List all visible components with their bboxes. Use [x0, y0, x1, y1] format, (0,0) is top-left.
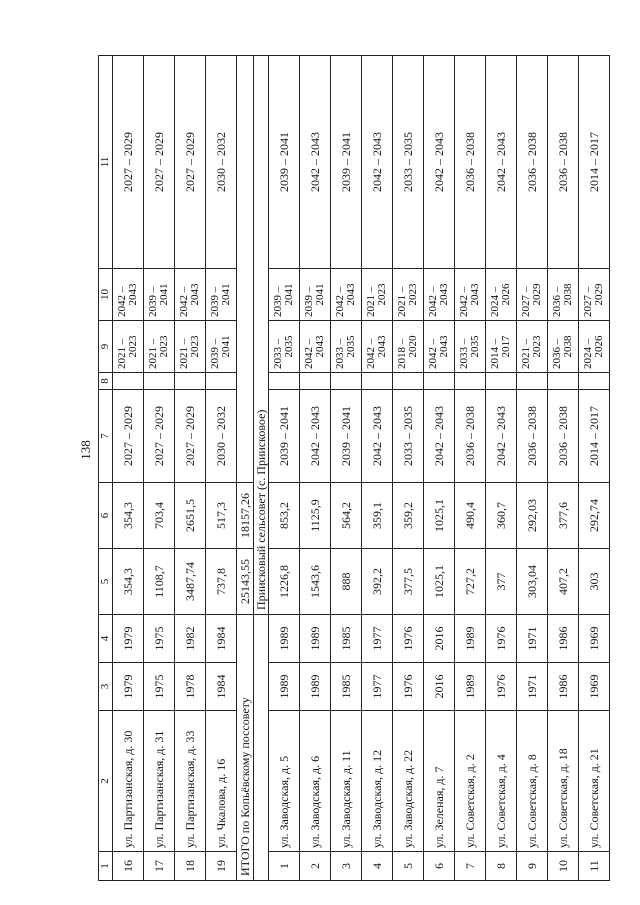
total-row	[237, 56, 254, 881]
repair-period-cell: 2036 – 2038	[517, 390, 548, 483]
period-10-cell-end: 2038	[562, 283, 574, 306]
period-10-cell	[517, 269, 548, 321]
living-area-sum-cell: 18157,26	[237, 483, 254, 549]
period-10-cell-start: 2042 –	[116, 286, 128, 317]
address-cell: ул. Партизанская, д. 33	[175, 711, 206, 852]
living-area-cell: 564,2	[331, 483, 362, 549]
period-11-cell: 2027 – 2029	[175, 56, 206, 269]
table-row	[424, 56, 455, 881]
total-area-cell: 1108,7	[144, 549, 175, 615]
period-11-cell: 2030 – 2032	[206, 56, 237, 269]
address-cell: ул. Советская, д. 8	[517, 711, 548, 852]
repair-period-cell: 2036 – 2038	[455, 390, 486, 483]
period-10-cell	[486, 269, 517, 321]
year-commissioned-cell: 1989	[269, 615, 300, 663]
period-11-cell: 2033 – 2035	[393, 56, 424, 269]
period-11-cell: 2027 – 2029	[113, 56, 144, 269]
row-number-cell: 10	[548, 852, 579, 881]
total-area-cell: 407,2	[548, 549, 579, 615]
year-commissioned-cell: 1977	[362, 615, 393, 663]
period-10-cell-start: 2039 –	[147, 286, 159, 317]
period-10-cell-end: 2043	[345, 283, 357, 306]
period-10-cell	[393, 269, 424, 321]
section-row	[254, 56, 269, 881]
year-commissioned-cell: 1976	[393, 615, 424, 663]
year-built-cell: 1977	[362, 663, 393, 711]
year-built-cell: 1986	[548, 663, 579, 711]
row-number-cell: 17	[144, 852, 175, 881]
year-built-cell: 1975	[144, 663, 175, 711]
year-commissioned-cell: 1989	[300, 615, 331, 663]
period-10-cell-end: 2029	[531, 283, 543, 306]
header-cell: 7	[99, 390, 113, 483]
period-9-cell	[331, 321, 362, 373]
living-area-cell: 292,74	[579, 483, 610, 549]
period-9-cell-start: 2021 –	[178, 338, 190, 369]
period-10-cell-end: 2023	[376, 283, 388, 306]
period-9-cell	[362, 321, 393, 373]
header-cell: 4	[99, 615, 113, 663]
living-area-cell: 2651,5	[175, 483, 206, 549]
living-area-cell: 359,2	[393, 483, 424, 549]
total-area-cell: 377	[486, 549, 517, 615]
address-cell: ул. Советская, д. 18	[548, 711, 579, 852]
period-9-cell-start: 2021 –	[116, 338, 128, 369]
period-10-cell	[144, 269, 175, 321]
repair-period-cell: 2042 – 2043	[300, 390, 331, 483]
period-9-cell-end: 2020	[407, 335, 419, 358]
period-11-cell: 2042 – 2043	[424, 56, 455, 269]
period-9-cell-end: 2043	[314, 335, 326, 358]
table-row	[300, 56, 331, 881]
year-commissioned-cell: 1989	[455, 615, 486, 663]
header-cell: 1	[99, 852, 113, 881]
period-9-cell-end: 2023	[127, 335, 139, 358]
period-9-cell	[300, 321, 331, 373]
year-commissioned-cell: 1986	[548, 615, 579, 663]
total-area-cell: 737,8	[206, 549, 237, 615]
repair-period-cell: 2042 – 2043	[362, 390, 393, 483]
year-built-cell: 1978	[175, 663, 206, 711]
period-10-cell-start: 2021 –	[396, 286, 408, 317]
period-9-cell-start: 2042 –	[365, 338, 377, 369]
living-area-cell: 360,7	[486, 483, 517, 549]
period-9-cell	[113, 321, 144, 373]
period-10-cell-end: 2043	[469, 283, 481, 306]
year-built-cell: 1976	[393, 663, 424, 711]
year-built-cell: 1976	[486, 663, 517, 711]
living-area-cell: 359,1	[362, 483, 393, 549]
period-10-cell-start: 2042 –	[178, 286, 190, 317]
address-cell: ул. Чкалова, д. 16	[206, 711, 237, 852]
table-row	[175, 56, 206, 881]
period-10-cell	[175, 269, 206, 321]
period-10-cell-end: 2041	[314, 283, 326, 306]
period-9-cell-start: 2042 –	[427, 338, 439, 369]
period-11-cell: 2027 – 2029	[144, 56, 175, 269]
period-10-cell-end: 2041	[283, 283, 295, 306]
total-area-cell: 392,2	[362, 549, 393, 615]
period-9-cell-start: 2033 –	[458, 338, 470, 369]
table-row	[548, 56, 579, 881]
address-cell: ул. Заводская, д. 22	[393, 711, 424, 852]
row-number-cell: 19	[206, 852, 237, 881]
year-built-cell: 1989	[269, 663, 300, 711]
period-10-cell	[331, 269, 362, 321]
living-area-cell: 292,03	[517, 483, 548, 549]
table-row	[206, 56, 237, 881]
year-commissioned-cell: 1976	[486, 615, 517, 663]
header-cell: 10	[99, 269, 113, 321]
period-9-cell	[144, 321, 175, 373]
period-9-cell-end: 2043	[438, 335, 450, 358]
total-area-cell: 303,04	[517, 549, 548, 615]
period-11-cell: 2042 – 2043	[300, 56, 331, 269]
period-10-cell-start: 2042 –	[334, 286, 346, 317]
table-row	[362, 56, 393, 881]
period-10-cell-end: 2043	[127, 283, 139, 306]
table-row	[331, 56, 362, 881]
column-8-cell	[206, 373, 237, 390]
period-10-cell	[455, 269, 486, 321]
period-9-cell-start: 2039 –	[209, 338, 221, 369]
address-cell: ул. Заводская, д. 11	[331, 711, 362, 852]
period-11-cell: 2014 – 2017	[579, 56, 610, 269]
period-10-cell	[579, 269, 610, 321]
table-row	[517, 56, 548, 881]
total-area-cell: 727,2	[455, 549, 486, 615]
section-label-cell: Приисковый сельсовет (с. Приисковое)	[254, 56, 269, 615]
repair-period-cell: 2033 – 2035	[393, 390, 424, 483]
period-10-cell-end: 2041	[220, 283, 232, 306]
period-11-cell: 2036 – 2038	[517, 56, 548, 269]
period-9-cell-end: 2026	[593, 335, 605, 358]
year-built-cell: 1971	[517, 663, 548, 711]
period-10-cell-end: 2026	[500, 283, 512, 306]
row-number-cell: 6	[424, 852, 455, 881]
period-11-cell: 2039 – 2041	[269, 56, 300, 269]
column-8-cell	[113, 373, 144, 390]
repair-period-cell: 2014 – 2017	[579, 390, 610, 483]
year-commissioned-cell: 1975	[144, 615, 175, 663]
row-number-cell: 9	[517, 852, 548, 881]
year-commissioned-cell: 2016	[424, 615, 455, 663]
column-8-cell	[548, 373, 579, 390]
period-11-cell: 2042 – 2043	[362, 56, 393, 269]
page-number: 138	[78, 440, 93, 460]
total-area-cell: 303	[579, 549, 610, 615]
column-8-cell	[300, 373, 331, 390]
repair-period-cell: 2027 – 2029	[175, 390, 206, 483]
repair-period-cell: 2042 – 2043	[424, 390, 455, 483]
address-cell: ул. Заводская, д. 5	[269, 711, 300, 852]
row-number-cell: 1	[269, 852, 300, 881]
period-9-cell-start: 2021 –	[520, 338, 532, 369]
period-9-cell	[517, 321, 548, 373]
period-10-cell	[113, 269, 144, 321]
header-cell: 8	[99, 373, 113, 390]
repair-period-cell: 2039 – 2041	[331, 390, 362, 483]
period-9-cell-start: 2021 –	[147, 338, 159, 369]
period-9-cell	[486, 321, 517, 373]
period-9-cell-start: 2036 –	[551, 338, 563, 369]
column-8-cell	[393, 373, 424, 390]
repair-period-cell: 2042 – 2043	[486, 390, 517, 483]
living-area-cell: 517,3	[206, 483, 237, 549]
period-10-cell-end: 2043	[438, 283, 450, 306]
column-8-cell	[517, 373, 548, 390]
period-10-cell-start: 2039 –	[303, 286, 315, 317]
total-label-cell: ИТОГО по Копьёвскому поссовету	[237, 615, 254, 881]
column-8-cell	[362, 373, 393, 390]
year-built-cell: 1985	[331, 663, 362, 711]
row-number-cell: 4	[362, 852, 393, 881]
table-row	[455, 56, 486, 881]
period-9-cell-start: 2024 –	[582, 338, 594, 369]
year-commissioned-cell: 1985	[331, 615, 362, 663]
total-area-cell: 354,3	[113, 549, 144, 615]
period-10-cell	[424, 269, 455, 321]
repair-period-cell: 2030 – 2032	[206, 390, 237, 483]
period-10-cell-start: 2027 –	[582, 286, 594, 317]
period-10-cell-end: 2023	[407, 283, 419, 306]
row-number-cell: 7	[455, 852, 486, 881]
header-cell: 6	[99, 483, 113, 549]
address-cell: ул. Заводская, д. 6	[300, 711, 331, 852]
period-9-cell	[175, 321, 206, 373]
period-9-cell-start: 2018 –	[396, 338, 408, 369]
living-area-cell: 853,2	[269, 483, 300, 549]
period-10-cell	[300, 269, 331, 321]
period-10-cell-start: 2036 –	[551, 286, 563, 317]
period-10-cell-start: 2042 –	[427, 286, 439, 317]
column-8-cell	[455, 373, 486, 390]
header-cell: 5	[99, 549, 113, 615]
header-cell: 3	[99, 663, 113, 711]
table-row	[486, 56, 517, 881]
row-number-cell: 3	[331, 852, 362, 881]
living-area-cell: 354,3	[113, 483, 144, 549]
period-10-cell	[269, 269, 300, 321]
column-8-cell	[331, 373, 362, 390]
period-9-cell-end: 2035	[469, 335, 481, 358]
total-empty-cell	[237, 56, 254, 483]
column-8-cell	[175, 373, 206, 390]
period-9-cell	[393, 321, 424, 373]
year-commissioned-cell: 1979	[113, 615, 144, 663]
repair-period-cell: 2039 – 2041	[269, 390, 300, 483]
period-9-cell-end: 2041	[220, 335, 232, 358]
living-area-cell: 1025,1	[424, 483, 455, 549]
period-9-cell-end: 2035	[345, 335, 357, 358]
period-9-cell-end: 2017	[500, 335, 512, 358]
period-10-cell-start: 2021 –	[365, 286, 377, 317]
period-9-cell-end: 2035	[283, 335, 295, 358]
table-row	[269, 56, 300, 881]
row-number-cell: 5	[393, 852, 424, 881]
column-8-cell	[579, 373, 610, 390]
total-area-cell: 888	[331, 549, 362, 615]
period-10-cell-end: 2029	[593, 283, 605, 306]
living-area-cell: 1125,9	[300, 483, 331, 549]
period-9-cell-end: 2043	[376, 335, 388, 358]
section-empty-cell	[254, 615, 269, 881]
address-cell: ул. Советская, д. 2	[455, 711, 486, 852]
table-row	[113, 56, 144, 881]
row-number-cell: 11	[579, 852, 610, 881]
period-11-cell: 2039 – 2041	[331, 56, 362, 269]
table-row	[393, 56, 424, 881]
period-10-cell	[206, 269, 237, 321]
period-10-cell	[362, 269, 393, 321]
period-9-cell-start: 2033 –	[272, 338, 284, 369]
row-number-cell: 2	[300, 852, 331, 881]
living-area-cell: 490,4	[455, 483, 486, 549]
year-built-cell: 1989	[455, 663, 486, 711]
year-commissioned-cell: 1971	[517, 615, 548, 663]
address-cell: ул. Советская, д. 21	[579, 711, 610, 852]
living-area-cell: 703,4	[144, 483, 175, 549]
period-10-cell-end: 2041	[158, 283, 170, 306]
period-9-cell	[455, 321, 486, 373]
period-11-cell: 2036 – 2038	[548, 56, 579, 269]
data-table	[98, 56, 605, 881]
year-built-cell: 1984	[206, 663, 237, 711]
period-10-cell-start: 2024 –	[489, 286, 501, 317]
period-10-cell-start: 2027 –	[520, 286, 532, 317]
year-built-cell: 1969	[579, 663, 610, 711]
period-10-cell-end: 2043	[189, 283, 201, 306]
column-8-cell	[144, 373, 175, 390]
period-9-cell	[206, 321, 237, 373]
period-9-cell-start: 2033 –	[334, 338, 346, 369]
period-9-cell-end: 2023	[531, 335, 543, 358]
year-built-cell: 2016	[424, 663, 455, 711]
period-9-cell-start: 2042 –	[303, 338, 315, 369]
period-10-cell	[548, 269, 579, 321]
table-row	[144, 56, 175, 881]
address-cell: ул. Заводская, д. 12	[362, 711, 393, 852]
address-cell: ул. Партизанская, д. 31	[144, 711, 175, 852]
row-number-cell: 18	[175, 852, 206, 881]
period-9-cell	[269, 321, 300, 373]
header-cell: 2	[99, 711, 113, 852]
period-9-cell	[548, 321, 579, 373]
row-number-cell: 8	[486, 852, 517, 881]
total-area-cell: 3487,74	[175, 549, 206, 615]
year-built-cell: 1989	[300, 663, 331, 711]
repair-period-cell: 2027 – 2029	[113, 390, 144, 483]
period-9-cell-end: 2038	[562, 335, 574, 358]
period-9-cell	[579, 321, 610, 373]
period-10-cell-start: 2039 –	[209, 286, 221, 317]
address-cell: ул. Партизанская, д. 30	[113, 711, 144, 852]
table-row	[579, 56, 610, 881]
total-area-cell: 1543,6	[300, 549, 331, 615]
period-10-cell-start: 2042 –	[458, 286, 470, 317]
period-9-cell	[424, 321, 455, 373]
period-10-cell-start: 2039 –	[272, 286, 284, 317]
period-11-cell: 2042 – 2043	[486, 56, 517, 269]
column-8-cell	[424, 373, 455, 390]
header-row	[99, 56, 113, 881]
column-8-cell	[486, 373, 517, 390]
repair-period-cell: 2027 – 2029	[144, 390, 175, 483]
header-cell: 9	[99, 321, 113, 373]
total-area-sum-cell: 25143,55	[237, 549, 254, 615]
period-11-cell: 2036 – 2038	[455, 56, 486, 269]
header-cell: 11	[99, 56, 113, 269]
total-area-cell: 1226,8	[269, 549, 300, 615]
total-area-cell: 377,5	[393, 549, 424, 615]
address-cell: ул. Зеленая, д. 7	[424, 711, 455, 852]
row-number-cell: 16	[113, 852, 144, 881]
year-commissioned-cell: 1984	[206, 615, 237, 663]
address-cell: ул. Советская, д. 4	[486, 711, 517, 852]
year-commissioned-cell: 1982	[175, 615, 206, 663]
year-commissioned-cell: 1969	[579, 615, 610, 663]
period-9-cell-start: 2014 –	[489, 338, 501, 369]
period-9-cell-end: 2023	[189, 335, 201, 358]
column-8-cell	[269, 373, 300, 390]
period-9-cell-end: 2023	[158, 335, 170, 358]
total-area-cell: 1025,1	[424, 549, 455, 615]
repair-period-cell: 2036 – 2038	[548, 390, 579, 483]
year-built-cell: 1979	[113, 663, 144, 711]
living-area-cell: 377,6	[548, 483, 579, 549]
